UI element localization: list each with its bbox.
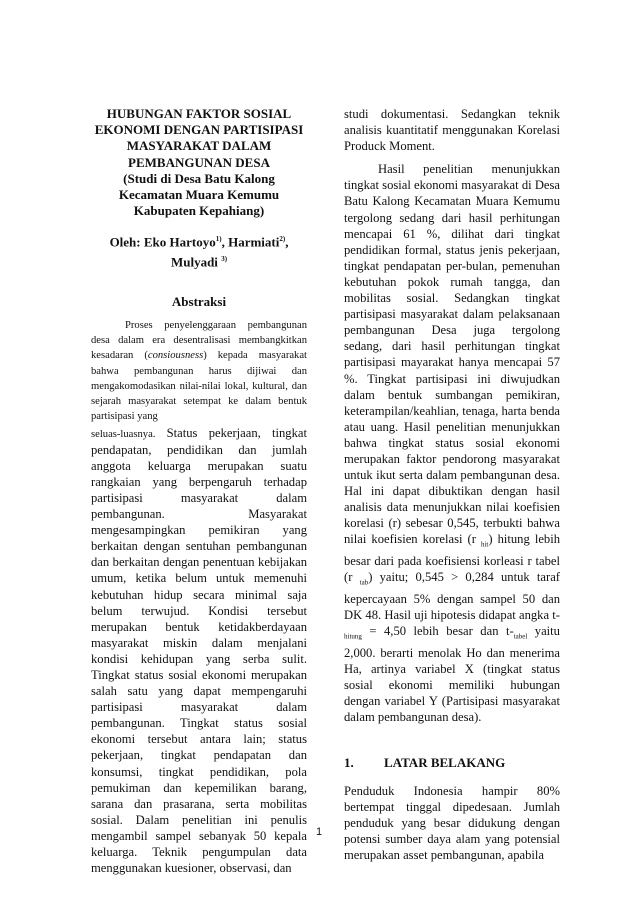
section-heading: [344, 755, 560, 771]
title-line: PEMBANGUNAN DESA: [128, 154, 270, 170]
abstract-paragraph: [91, 425, 307, 877]
author-superscript: 2): [279, 235, 286, 244]
author-name: , Harmiati: [221, 234, 280, 250]
title-line: EKONOMI DENGAN PARTISIPASI: [94, 122, 304, 138]
section-title: LATAR BELAKANG: [384, 755, 506, 771]
abstract-text: Status pekerjaan, tingkat pendapatan, pendidikan dan jumlah anggota keluarga merupakan suatu rangkaian yang berpengaruh terhadap partisipasi masyarakat dalam pembangunan. Masyarakat mengesampingkan pemikiran yang berkaitan dengan sentuhan pembangunan dan berkaitan dengan penentuan kebijakan umum, ketika belum untuk memenuhi kebutuhan hidup secara minimal saja belum terwujud. Kondisi tersebut merupakan bentuk ketidakberdayaan masyarakat miskin dalam menjalani kondisi kehidupan yang serba sulit. Tingkat status sosial ekonomi merupakan salah satu yang dapat mempengaruhi partisipasi masyarakat dalam pembangunan. Tingkat status sosial ekonomi tersebut antara lain; status pekerjaan, tingkat pendapatan dan konsumsi, tingkat pendidikan, pola pemukiman dan kepemilikan barang, sarana dan prasarana, serta mobilitas sosial. Dalam penelitian ini penulis mengambil sampel sebanyak 50 kepala keluarga. Teknik pengumpulan data menggunakan kuesioner, observasi, dan: [91, 425, 307, 876]
abstract-text: Proses penyelenggaraan pembangunan desa dalam era desentralisasi membangkitkan kesadaran (: [91, 320, 307, 362]
subscript: hit: [480, 540, 489, 549]
section-paragraph: Penduduk Indonesia hampir 80% bertempat tinggal dipedesaan. Jumlah penduduk yang besar didukung dengan potensi sumber daya alam yang potensial merupakan asset pembangunan, apabila: [344, 784, 560, 863]
title-line: HUBUNGAN FAKTOR SOSIAL: [106, 106, 292, 121]
author-name: Oleh: Eko Hartoyo: [109, 234, 216, 250]
abstract-heading: Abstraksi: [171, 294, 227, 310]
author-separator: ,: [285, 234, 289, 250]
subscript: tab: [359, 578, 369, 587]
abstract-italic: consiousness: [147, 350, 204, 362]
paper-title: [91, 106, 307, 219]
abstract-text: ) kepada masyarakat bahwa pembangunan harus dijiwai dan mengakomodasikan nilai-nilai lokal, kultural, dan sejarah masyarakat setempat ke dalam bentuk partisipasi yang: [91, 350, 307, 423]
title-line: MASYARAKAT DALAM: [126, 138, 272, 154]
author-name: Mulyadi: [170, 254, 218, 270]
abstract-paragraph: [91, 318, 307, 424]
page-number: 1: [315, 826, 323, 838]
subscript: hitung: [344, 632, 362, 641]
subscript: tabel: [513, 632, 528, 641]
title-line: (Studi di Desa Batu Kalong: [123, 170, 275, 186]
author-line: [91, 231, 307, 270]
author-superscript: 3): [221, 254, 228, 263]
abstract-text: seluas-luasnya.: [91, 428, 156, 440]
results-text: ) yaitu; 0,545 > 0,284 untuk taraf kepercayaan 5% dengan sampel 50 dan DK 48. Hasil uji hipotesis didapat angka t-: [344, 570, 560, 622]
author-superscript: 1): [215, 235, 222, 244]
left-column: [91, 106, 307, 876]
results-paragraph: [344, 161, 560, 725]
right-column: [344, 106, 560, 863]
results-text: Hasil penelitian menunjukkan tingkat sosial ekonomi masyarakat di Desa Batu Kalong Kecamatan Muara Kemumu tergolong sedang dari hasil perhitungan mencapai 61 %, dilihat dari tingkat pendidikan formal, status jenis pekerjaan, tingkat pendapatan per-bulan, pemenuhan kebutuhan pokok rumah tangga, dan mobilitas sosial. Sedangkan tingkat partisipasi masyarakat dalam pelaksanaan pembangunan Desa juga tergolong sedang, dari hasil perhitungan tingkat partisipasi mayarakat hanya mencapai 57 %. Tingkat partisipasi ini diwujudkan dalam bentuk sumbangan pemikiran, keterampilan/keahlian, tenaga, harta benda atau uang. Hasil penelitian menunjukkan bahwa tingkat status sosial ekonomi merupakan faktor pendorong masyarakat untuk ikut serta dalam pembangunan desa. Hal ini dapat dibuktikan dengan hasil analisis data menunjukkan nilai koefisien korelasi (r) sebesar 0,545, terbukti bahwa nilai koefisien korelasi (r: [344, 162, 560, 547]
results-text: yaitu 2,000. berarti menolak Ho dan menerima Ha, artinya variabel X (tingkat status sosial ekonomi memiliki hubungan dengan variabel Y (Partisipasi masyarakat dalam pembangunan desa).: [344, 623, 560, 724]
section-number: 1.: [344, 755, 354, 771]
results-text: = 4,50 lebih besar dan t-: [361, 623, 514, 638]
title-line: Kecamatan Muara Kemumu: [118, 187, 280, 203]
title-line: Kabupaten Kepahiang): [133, 203, 265, 219]
results-text: ) hitung lebih besar dari pada koefisiensi korleasi r tabel (r: [344, 532, 560, 585]
abstract-paragraph: studi dokumentasi. Sedangkan teknik analisis kuantitatif menggunakan Korelasi Produck Moment.: [344, 107, 560, 154]
